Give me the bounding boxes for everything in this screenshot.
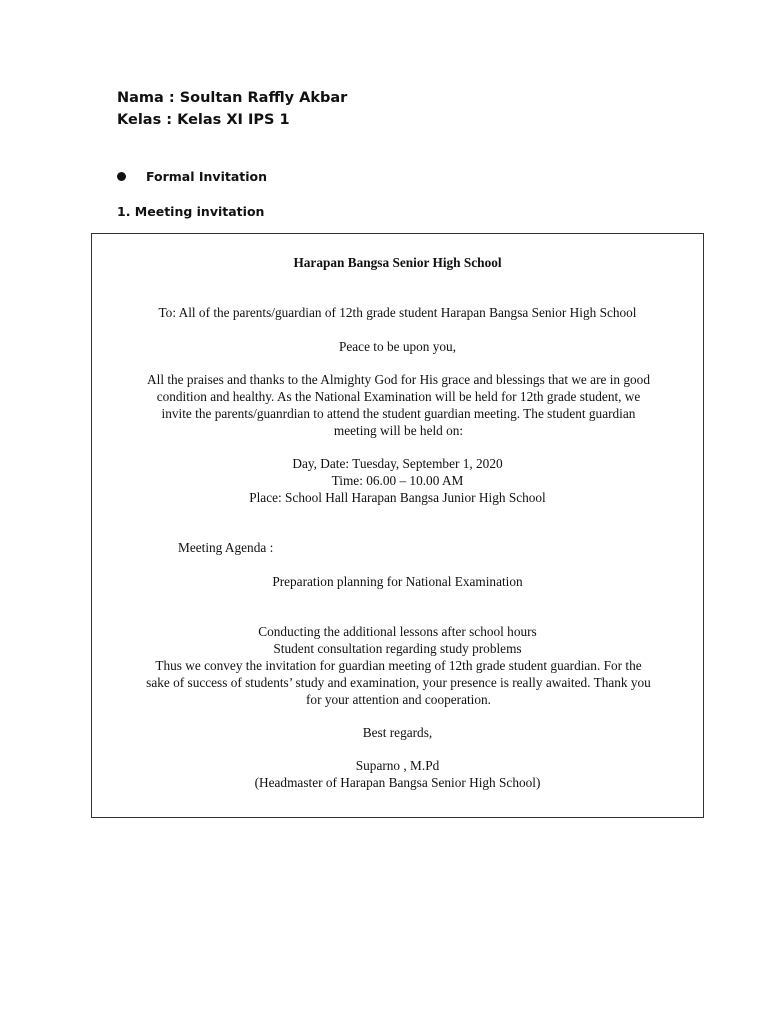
letter-opening-line: meeting will be held on:	[333, 423, 464, 438]
letter-closing-line: Thus we convey the invitation for guardian meeting of 12th grade student guardian. For the	[155, 658, 642, 673]
letter-school-title: Harapan Bangsa Senior High School	[293, 255, 502, 270]
letter-closing-line: sake of success of students’ study and examination, your presence is really awaited. Thank you	[146, 675, 651, 690]
invitation-letter-box	[91, 233, 704, 818]
letter-greeting: Peace to be upon you,	[338, 339, 457, 354]
letter-agenda-item: Preparation planning for National Examination	[272, 574, 523, 589]
letter-recipient: To: All of the parents/guardian of 12th grade student Harapan Bangsa Senior High School	[158, 305, 637, 320]
letter-sign-off: Best regards,	[362, 725, 433, 740]
letter-place: Place: School Hall Harapan Bangsa Junior High School	[249, 490, 546, 505]
letter-opening-line: invite the parents/guanrdian to attend the student guardian meeting. The student guardian	[161, 406, 636, 421]
letter-date: Day, Date: Tuesday, September 1, 2020	[292, 456, 503, 471]
letter-time: Time: 06.00 – 10.00 AM	[331, 473, 464, 488]
letter-agenda-label: Meeting Agenda :	[178, 540, 274, 555]
bullet-dot-icon	[117, 172, 126, 181]
bullet-heading: Formal Invitation	[146, 169, 268, 184]
student-name: Nama : Soultan Raffly Akbar	[117, 90, 348, 106]
letter-opening-line: condition and healthy. As the National Examination will be held for 12th grade student, we	[156, 389, 641, 404]
letter-signatory-title: (Headmaster of Harapan Bangsa Senior High School)	[254, 775, 541, 790]
letter-closing-line: for your attention and cooperation.	[306, 692, 491, 707]
letter-signatory-name: Suparno , M.Pd	[355, 758, 440, 773]
letter-agenda-item: Conducting the additional lessons after school hours	[258, 624, 537, 639]
section-title: 1. Meeting invitation	[117, 204, 265, 219]
letter-agenda-item: Student consultation regarding study problems	[273, 641, 522, 656]
letter-opening-line: All the praises and thanks to the Almighty God for His grace and blessings that we are in good	[147, 372, 650, 387]
student-class: Kelas : Kelas XI IPS 1	[117, 112, 290, 128]
